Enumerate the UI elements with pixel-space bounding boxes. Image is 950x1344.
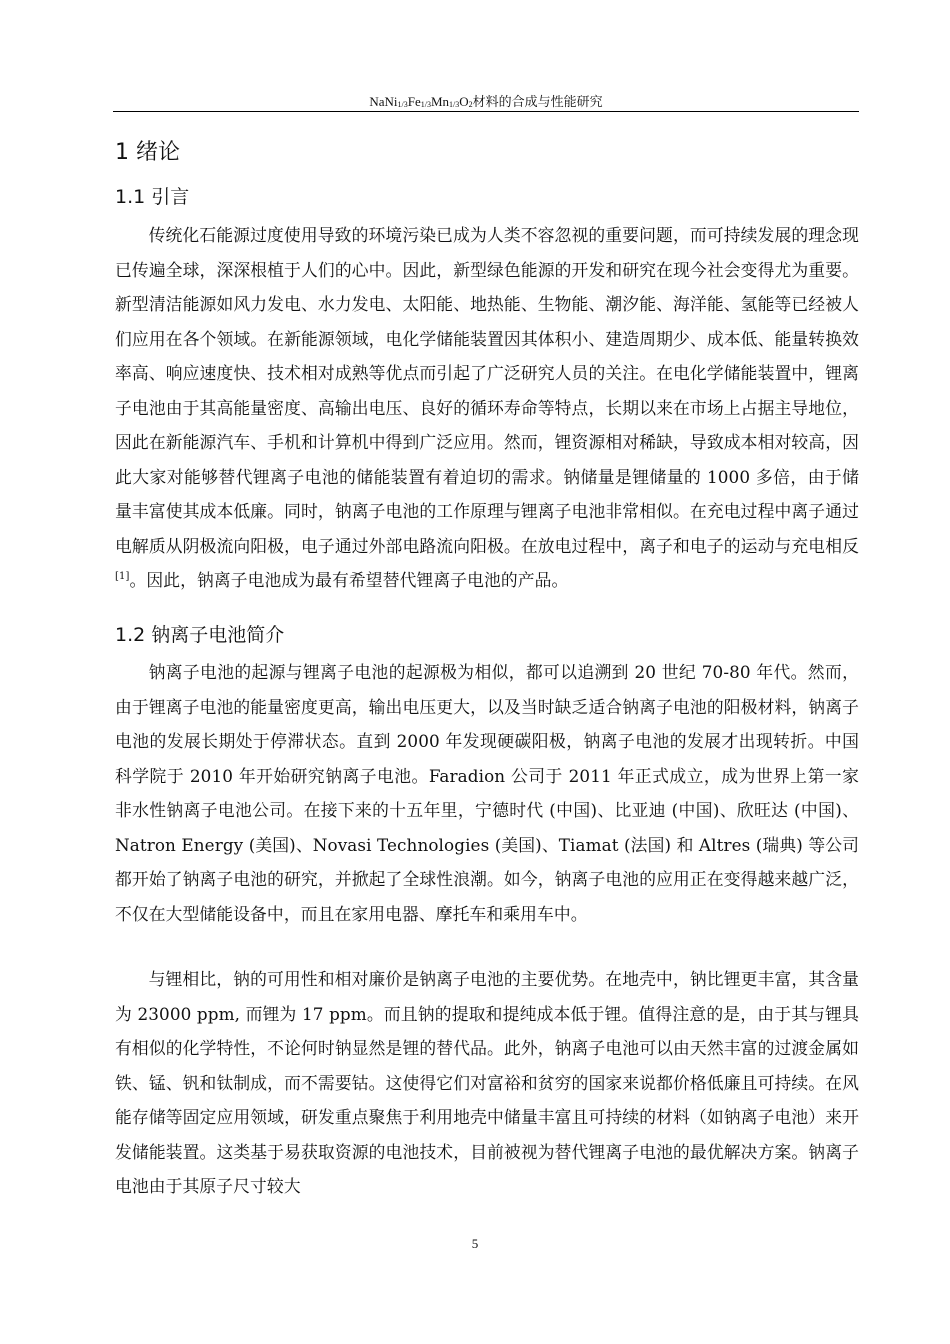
page-number: 5	[471, 1236, 479, 1251]
section-title-introduction: 1.1 引言	[115, 186, 190, 208]
header-rule	[113, 111, 859, 112]
running-header	[113, 94, 859, 110]
introduction-text-part2: 。因此，钠离子电池成为最有希望替代锂离子电池的产品。	[129, 570, 569, 590]
header-sub-ni: 1/3	[397, 100, 408, 109]
header-sub-fe: 1/3	[420, 100, 431, 109]
header-formula-o: O	[459, 94, 469, 109]
header-sub-o: 2	[468, 100, 473, 109]
introduction-text-part1: 传统化石能源过度使用导致的环境污染已成为人类不容忽视的重要问题，而可持续发展的理念现已传遍全球，深深根植于人们的心中。因此，新型绿色能源的开发和研究在现今社会变得尤为重要。新型清洁能源如风力发电、水力发电、太阳能、地热能、生物能、潮汐能、海洋能、氢能等已经被人们应用在各个领域。在新能源领域，电化学储能装置因其体积小、建造周期少、成本低、能量转换效率高、响应速度快、技术相对成熟等优点而引起了广泛研究人员的关注。在电化学储能装置中，锂离子电池由于其高能量密度、高输出电压、良好的循环寿命等特点，长期以来在市场上占据主导地位，因此在新能源汽车、手机和计算机中得到广泛应用。然而，锂资源相对稀缺，导致成本相对较高，因此大家对能够替代锂离子电池的储能装置有着迫切的需求。钠储量是锂储量的 1000 多倍，由于储量丰富使其成本低廉。同时，钠离子电池的工作原理与锂离子电池非常相似。在充电过程中离子通过电解质从阴极流向阳极，电子通过外部电路流向阳极。在放电过程中，离子和电子的运动与充电相反	[115, 225, 859, 556]
header-title-text: 材料的合成与性能研究	[472, 94, 603, 109]
header-formula-fe: Fe	[407, 94, 421, 109]
chapter-title: 1 绪论	[115, 140, 180, 165]
header-sub-mn: 1/3	[449, 100, 460, 109]
header-formula-na-ni: NaNi	[369, 94, 398, 109]
sodium-advantage-paragraph: 与锂相比，钠的可用性和相对廉价是钠离子电池的主要优势。在地壳中，钠比锂更丰富，其含量为 23000 ppm, 而锂为 17 ppm。而且钠的提取和提纯成本低于锂。值得注意的是，由于其与锂具有相似的化学特性，不论何时钠显然是锂的替代品。此外，钠离子电池可以由天然丰富的过渡金属如铁、锰、钒和钛制成，而不需要钴。这使得它们对富裕和贫穷的国家来说都价格低廉且可持续。在风能存储等固定应用领域，研发重点聚焦于利用地壳中储量丰富且可持续的材料（如钠离子电池）来开发储能装置。这类基于易获取资源的电池技术，目前被视为替代锂离子电池的最优解决方案。钠离子电池由于其原子尺寸较大	[115, 969, 859, 1196]
header-formula-mn: Mn	[430, 94, 450, 109]
sodium-history-paragraph: 钠离子电池的起源与锂离子电池的起源极为相似，都可以追溯到 20 世纪 70-80 年代。然而，由于锂离子电池的能量密度更高，输出电压更大，以及当时缺乏适合钠离子电池的阳极材料，钠离子电池的发展长期处于停滞状态。直到 2000 年发现硬碳阳极，钠离子电池的发展才出现转折。中国科学院于 2010 年开始研究钠离子电池。Faradion 公司于 2011 年正式成立，成为世界上第一家非水性钠离子电池公司。在接下来的十五年里，宁德时代 (中国)、比亚迪 (中国)、欣旺达 (中国)、Natron Energy (美国)、Novasi Technologies (美国)、Tiamat (法国) 和 Altres (瑞典) 等公司都开始了钠离子电池的研究，并掀起了全球性浪潮。如今，钠离子电池的应用正在变得越来越广泛，不仅在大型储能设备中，而且在家用电器、摩托车和乘用车中。	[115, 662, 859, 924]
introduction-paragraph	[115, 218, 859, 598]
section-title-sodium-ion-battery: 1.2 钠离子电池简介	[115, 624, 285, 646]
citation-ref: [1]	[115, 571, 130, 582]
